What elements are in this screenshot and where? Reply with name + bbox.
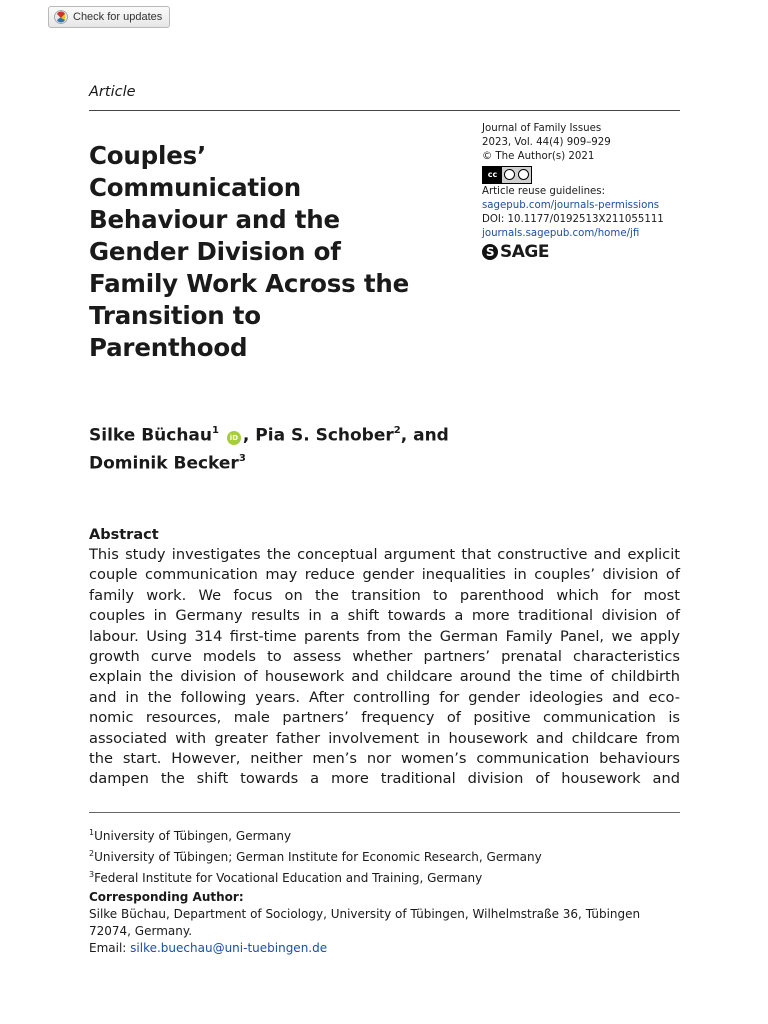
abstract-body — [89, 545, 680, 790]
article-type-label: Article — [89, 84, 136, 100]
sage-logo — [482, 242, 682, 263]
author-conjunction: , and — [400, 425, 449, 446]
author-list — [89, 420, 689, 475]
abstract-line: explain the division of housework and childcare around the time of childbirth — [89, 668, 680, 686]
abstract-line: associated with greater father involvement in housework and childcare from — [89, 729, 680, 747]
abstract-line: nomic resources, male partners’ frequency of positive communication is — [89, 709, 680, 727]
doi: DOI: 10.1177/0192513X211055111 — [482, 214, 664, 226]
sage-s-icon: S — [482, 244, 498, 260]
orcid-icon[interactable]: iD — [227, 431, 241, 445]
affiliation-marker: 3 — [238, 452, 246, 464]
title-line: Couples’ — [89, 141, 207, 170]
affiliation-item — [89, 845, 680, 866]
affiliation-marker: 1 — [212, 425, 219, 436]
check-for-updates-button[interactable] — [48, 6, 170, 28]
author-name: , Pia S. Schober — [242, 425, 394, 446]
reuse-guidelines-label: Article reuse guidelines: — [482, 185, 606, 197]
author-name: Silke Büchau — [89, 425, 213, 446]
permissions-link[interactable]: sagepub.com/journals-permissions — [482, 199, 660, 211]
affiliation-marker: 2 — [393, 425, 401, 436]
corresponding-address: Silke Büchau, Department of Sociology, University of Tübingen, Wilhelmstraße 36, Tübingen — [89, 907, 641, 921]
abstract-line: growth curve models to assess whether partners’ prenatal characteristics — [89, 648, 680, 666]
abstract-line: labour. Using 314 first-time parents from the German Family Panel, we apply — [89, 627, 680, 645]
corresponding-author — [89, 889, 680, 957]
title-line: Communication — [89, 173, 301, 202]
affiliations — [89, 824, 680, 887]
abstract-line: This study investigates the conceptual argument that constructive and explicit — [89, 546, 680, 563]
creative-commons-badge — [482, 166, 532, 184]
check-for-updates-label: Check for updates — [73, 11, 163, 23]
email-label: Email: — [89, 941, 131, 955]
abstract-line: couples in Germany results in a shift towards a more traditional division of — [89, 607, 680, 625]
title-line: Gender Division of — [89, 237, 341, 266]
abstract-line: dampen the shift towards a more traditional division of housework and — [89, 770, 680, 788]
abstract-heading: Abstract — [89, 527, 159, 543]
abstract-line: couple communication may reduce gender inequalities in couples’ division of — [89, 566, 680, 584]
corresponding-heading: Corresponding Author: — [89, 890, 244, 904]
affiliation-marker: 2 — [89, 849, 95, 858]
journal-meta — [482, 122, 682, 263]
title-line: Parenthood — [89, 333, 248, 362]
nc-icon — [518, 169, 529, 180]
affiliation-marker: 1 — [89, 828, 95, 837]
title-line: Transition to — [89, 301, 261, 330]
abstract-line: the start. However, neither men’s nor women’s communication behaviours — [89, 750, 680, 768]
top-divider — [89, 110, 680, 111]
by-icon — [504, 169, 515, 180]
title-line: Behaviour and the — [89, 205, 340, 234]
title-line: Family Work Across the — [89, 269, 410, 298]
affiliation-text: University of Tübingen, Germany — [94, 829, 292, 843]
email-link[interactable]: silke.buechau@uni-tuebingen.de — [130, 941, 328, 955]
journal-name: Journal of Family Issues — [482, 123, 602, 134]
author-name: Dominik Becker — [89, 453, 239, 474]
affiliation-text: Federal Institute for Vocational Education and Training, Germany — [94, 871, 483, 885]
publisher-name: SAGE — [500, 242, 549, 263]
journal-volume: 2023, Vol. 44(4) 909–929 — [482, 137, 611, 149]
affiliation-text: University of Tübingen; German Institute for Economic Research, Germany — [94, 850, 542, 864]
affiliation-item — [89, 866, 680, 887]
copyright: © The Author(s) 2021 — [482, 151, 595, 163]
crossmark-icon — [54, 10, 68, 24]
footnote-divider — [89, 812, 680, 813]
corresponding-address: 72074, Germany. — [89, 924, 193, 938]
cc-icon: cc — [483, 167, 502, 183]
journal-home-link[interactable]: journals.sagepub.com/home/jfi — [482, 228, 640, 240]
article-title — [89, 140, 459, 364]
affiliation-marker: 3 — [89, 870, 95, 879]
affiliation-item — [89, 824, 680, 845]
abstract-line: family work. We focus on the transition to parenthood which for most — [89, 586, 680, 604]
abstract-line: and in the following years. After controlling for gender ideologies and eco- — [89, 688, 680, 706]
